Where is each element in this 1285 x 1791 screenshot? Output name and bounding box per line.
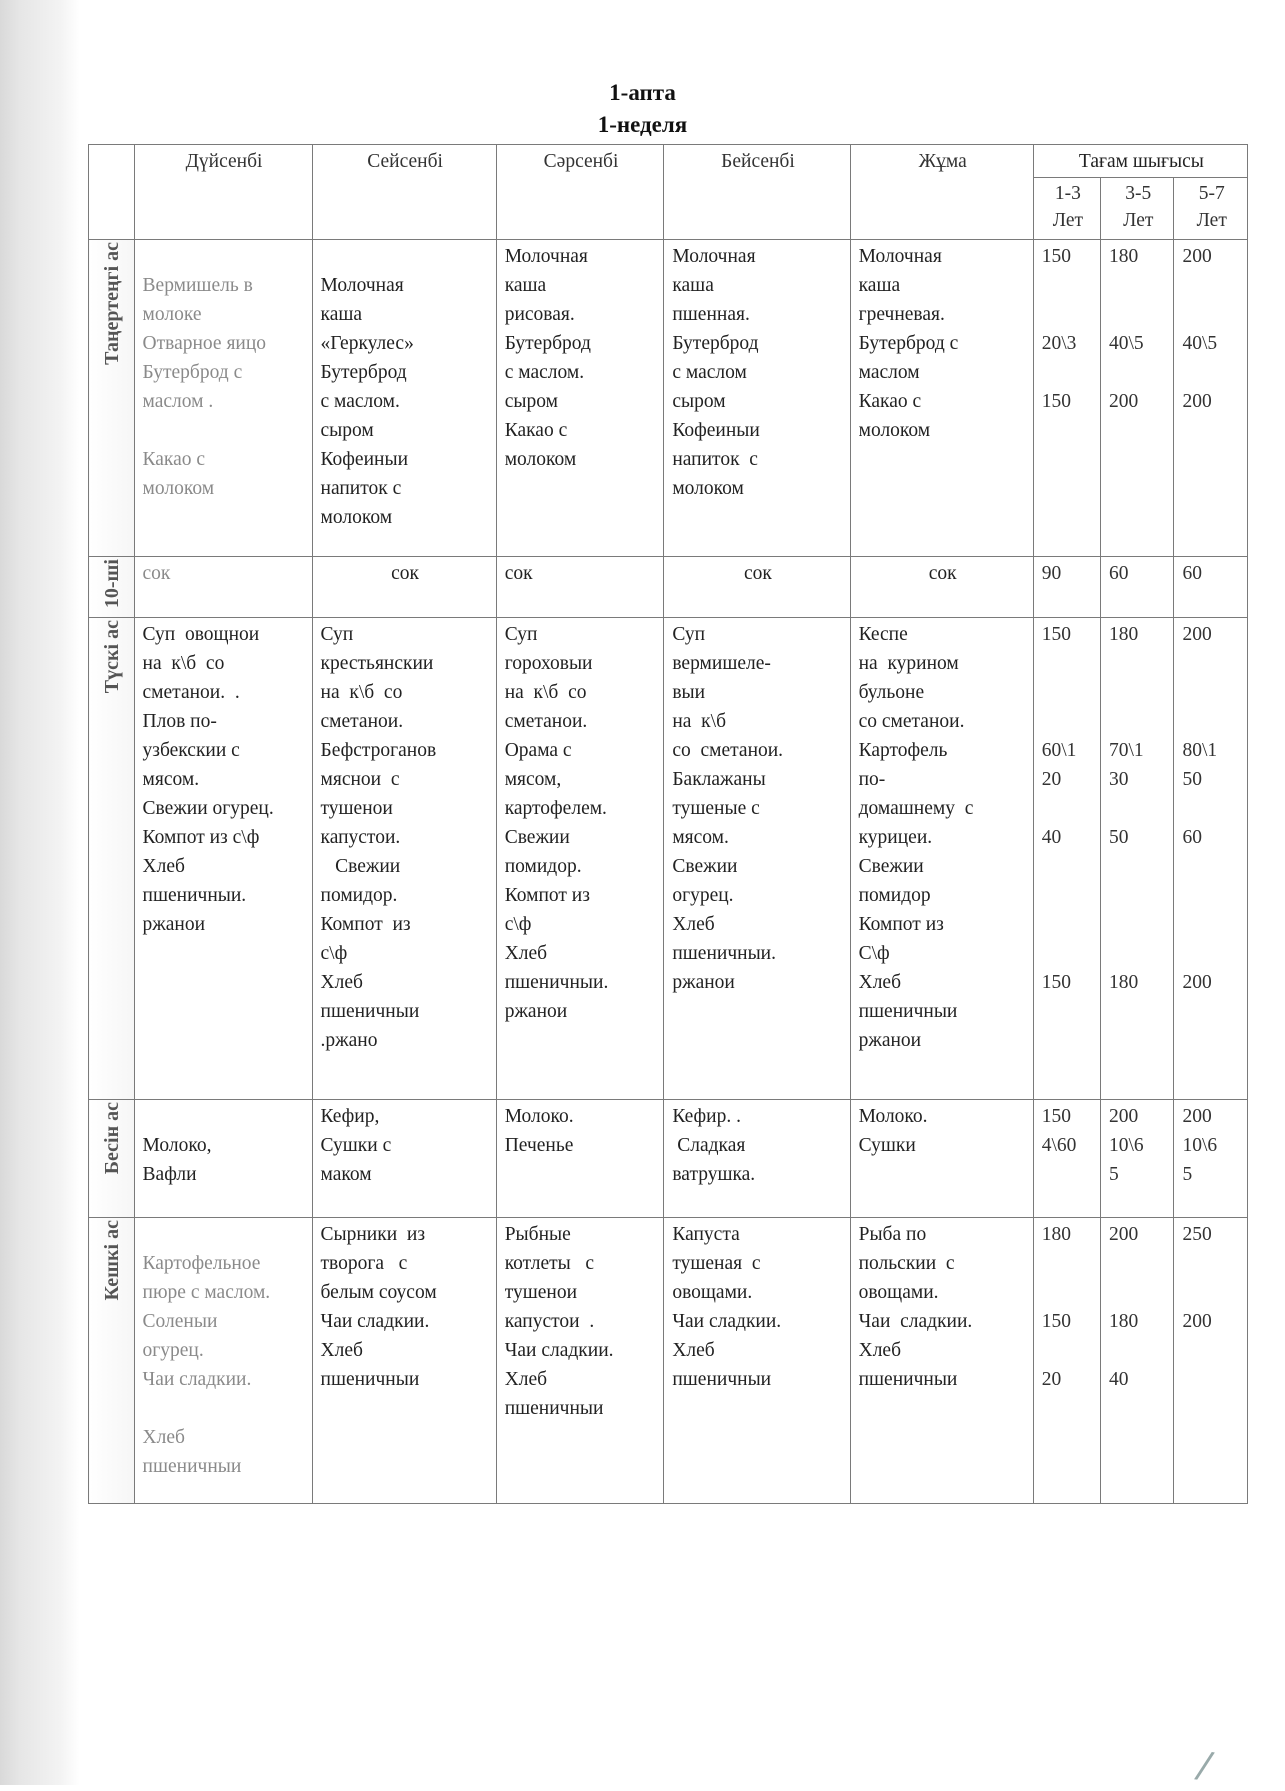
meal-label-cell: [89, 557, 135, 618]
meal-label: Бесін ас: [100, 1102, 123, 1175]
portion-values: 150 60\1 20 40 150: [1041, 624, 1077, 994]
dish-list: сок: [391, 563, 420, 584]
meal-row-breakfast: [89, 240, 1248, 557]
scan-shadow: [0, 0, 80, 1785]
dish-list: Суп овощнои на к\б со сметанои. . Плов по- узбекскии с мясом. Свежии огурец. Компот из с\ф Хлеб пшеничныи. ржанои: [142, 624, 274, 936]
age-header-1-3: [1033, 178, 1100, 240]
meal-label-cell: [89, 618, 135, 1100]
dish-list: сок: [142, 563, 171, 584]
meal-label-cell: [89, 1100, 135, 1218]
dish-list: Рыба по польскии с овощами. Чаи сладкии. Хлеб пшеничныи: [858, 1224, 973, 1391]
dish-list: сок: [744, 563, 772, 584]
menu-cell-thursday: [664, 557, 850, 618]
dish-list: Картофельное пюре с маслом. Соленыи огурец. Чаи сладкии. Хлеб пшеничныи: [142, 1253, 271, 1478]
portion-values: 90: [1041, 563, 1062, 584]
portion-cell-1-3: [1033, 557, 1100, 618]
menu-cell-monday: [134, 240, 312, 557]
portion-cell-1-3: [1033, 1100, 1100, 1218]
day-header-friday: Жұма: [850, 145, 1033, 240]
dish-list: Молоко, Вафли: [142, 1135, 212, 1186]
portion-cell-1-3: [1033, 1218, 1100, 1504]
dish-list: Сырники из творога с белым соусом Чаи сладкии. Хлеб пшеничныи: [320, 1224, 437, 1391]
portion-values: 60: [1109, 563, 1129, 584]
portion-values: 60: [1182, 563, 1202, 584]
portion-cell-5-7: [1174, 557, 1248, 618]
portion-cell-5-7: [1174, 240, 1248, 557]
menu-cell-tuesday: [312, 1218, 496, 1504]
day-header-wednesday: Сәрсенбі: [496, 145, 664, 240]
menu-cell-tuesday: [312, 557, 496, 618]
menu-cell-thursday: [664, 240, 850, 557]
dish-list: Суп гороховыи на к\б со сметанои. Орама с мясом, картофелем. Свежии помидор. Компот из с\ф Хлеб пшеничныи. ржанои: [504, 624, 609, 1023]
menu-cell-friday: [850, 1100, 1033, 1218]
weekly-menu-table: [88, 144, 1248, 1504]
portion-cell-3-5: [1101, 1218, 1174, 1504]
menu-cell-thursday: [664, 1218, 850, 1504]
dish-list: Молочная каша гречневая. Бутерброд с маслом Какао с молоком: [858, 246, 959, 441]
dish-list: Молоко. Печенье: [504, 1106, 574, 1157]
portion-values: 180 40\5 200: [1109, 246, 1144, 412]
age-label: 1-3 Лет: [1052, 183, 1084, 231]
portion-cell-1-3: [1033, 240, 1100, 557]
portion-values: 200 180 40: [1109, 1224, 1139, 1391]
portion-values: 200 80\1 50 60 200: [1182, 624, 1218, 994]
header-row-days: [89, 145, 1248, 178]
dish-list: Молочная каша рисовая. Бутерброд с маслом. сыром Какао с молоком: [504, 246, 591, 470]
dish-list: Молочная каша «Геркулес» Бутерброд с маслом. сыром Кофеиныи напиток с молоком: [320, 275, 414, 528]
dish-list: Суп крестьянскии на к\б со сметанои. Бефстроганов мяснои с тушенои капустои. Свежии помидор. Компот из с\ф Хлеб пшеничныи .ржано: [320, 624, 437, 1052]
meal-label-cell: [89, 1218, 135, 1504]
meal-header-corner: [89, 145, 135, 240]
menu-cell-friday: [850, 1218, 1033, 1504]
portion-values: 200 40\5 200: [1182, 246, 1218, 412]
portion-values: 150 20\3 150: [1041, 246, 1077, 412]
menu-cell-thursday: [664, 618, 850, 1100]
meal-row-snack-10: [89, 557, 1248, 618]
dish-list: Вермишель в молоке Отварное яицо Бутерброд с маслом . Какао с молоком: [142, 275, 267, 499]
portion-values: 150 4\60: [1041, 1106, 1077, 1157]
meal-label: 10-ші: [100, 559, 123, 609]
day-header-monday: Дүйсенбі: [134, 145, 312, 240]
meal-row-dinner: [89, 1218, 1248, 1504]
portion-cell-3-5: [1101, 557, 1174, 618]
page-mark: /: [1195, 1744, 1213, 1790]
portion-cell-1-3: [1033, 618, 1100, 1100]
menu-cell-tuesday: [312, 1100, 496, 1218]
dish-list: Капуста тушеная с овощами. Чаи сладкии. Хлеб пшеничныи: [672, 1224, 782, 1391]
week-title-ru: 1-неделя: [597, 112, 688, 137]
dish-list: сок: [928, 563, 957, 584]
portion-cell-3-5: [1101, 618, 1174, 1100]
dish-list: Суп вермишеле- выи на к\б со сметанои. Баклажаны тушеные с мясом. Свежии огурец. Хлеб пшеничныи. ржанои: [672, 624, 784, 994]
age-label: 5-7 Лет: [1196, 183, 1227, 231]
menu-cell-monday: [134, 557, 312, 618]
portion-cell-5-7: [1174, 618, 1248, 1100]
week-title-kz: 1-апта: [609, 80, 676, 105]
menu-cell-monday: [134, 1218, 312, 1504]
meal-row-lunch: [89, 618, 1248, 1100]
menu-cell-wednesday: [496, 240, 664, 557]
age-header-5-7: [1174, 178, 1248, 240]
menu-cell-monday: [134, 618, 312, 1100]
portion-cell-3-5: [1101, 240, 1174, 557]
menu-cell-friday: [850, 618, 1033, 1100]
dish-list: Молоко. Сушки: [858, 1106, 928, 1157]
age-label: 3-5 Лет: [1123, 183, 1154, 231]
portion-cell-5-7: [1174, 1100, 1248, 1218]
portion-values: 180 150 20: [1041, 1224, 1072, 1391]
dish-list: Кеспе на курином бульоне со сметанои. Картофель по- домашнему с курицеи. Свежии помидор Компот из С\ф Хлеб пшеничныи ржанои: [858, 624, 974, 1052]
meal-label-cell: [89, 240, 135, 557]
day-header-thursday: Бейсенбі: [664, 145, 850, 240]
menu-cell-wednesday: [496, 1100, 664, 1218]
menu-cell-thursday: [664, 1100, 850, 1218]
dish-list: Рыбные котлеты с тушенои капустои . Чаи сладкии. Хлеб пшеничныи: [504, 1224, 614, 1420]
portion-values: 200 10\6 5: [1109, 1106, 1144, 1186]
day-header-tuesday: Сейсенбі: [312, 145, 496, 240]
portion-header: Тағам шығысы: [1033, 145, 1247, 178]
portion-values: 200 10\6 5: [1182, 1106, 1218, 1186]
dish-list: сок: [504, 563, 533, 584]
menu-cell-tuesday: [312, 240, 496, 557]
meal-row-afternoon: [89, 1100, 1248, 1218]
menu-cell-wednesday: [496, 618, 664, 1100]
meal-label: Таңертеңгі ас: [100, 242, 123, 365]
menu-cell-wednesday: [496, 557, 664, 618]
portion-cell-5-7: [1174, 1218, 1248, 1504]
dish-list: Кефир. . Сладкая ватрушка.: [672, 1106, 756, 1186]
age-header-3-5: [1101, 178, 1174, 240]
dish-list: Кефир, Сушки с маком: [320, 1106, 392, 1186]
portion-cell-3-5: [1101, 1100, 1174, 1218]
portion-values: 250 200: [1182, 1224, 1212, 1333]
portion-values: 180 70\1 30 50 180: [1109, 624, 1144, 994]
meal-label: Түскі ас: [100, 620, 123, 694]
menu-cell-tuesday: [312, 618, 496, 1100]
menu-cell-friday: [850, 557, 1033, 618]
menu-cell-friday: [850, 240, 1033, 557]
meal-label: Кешкі ас: [100, 1220, 123, 1301]
menu-cell-monday: [134, 1100, 312, 1218]
menu-cell-wednesday: [496, 1218, 664, 1504]
dish-list: Молочная каша пшенная. Бутерброд с маслом сыром Кофеиныи напиток с молоком: [672, 246, 760, 499]
